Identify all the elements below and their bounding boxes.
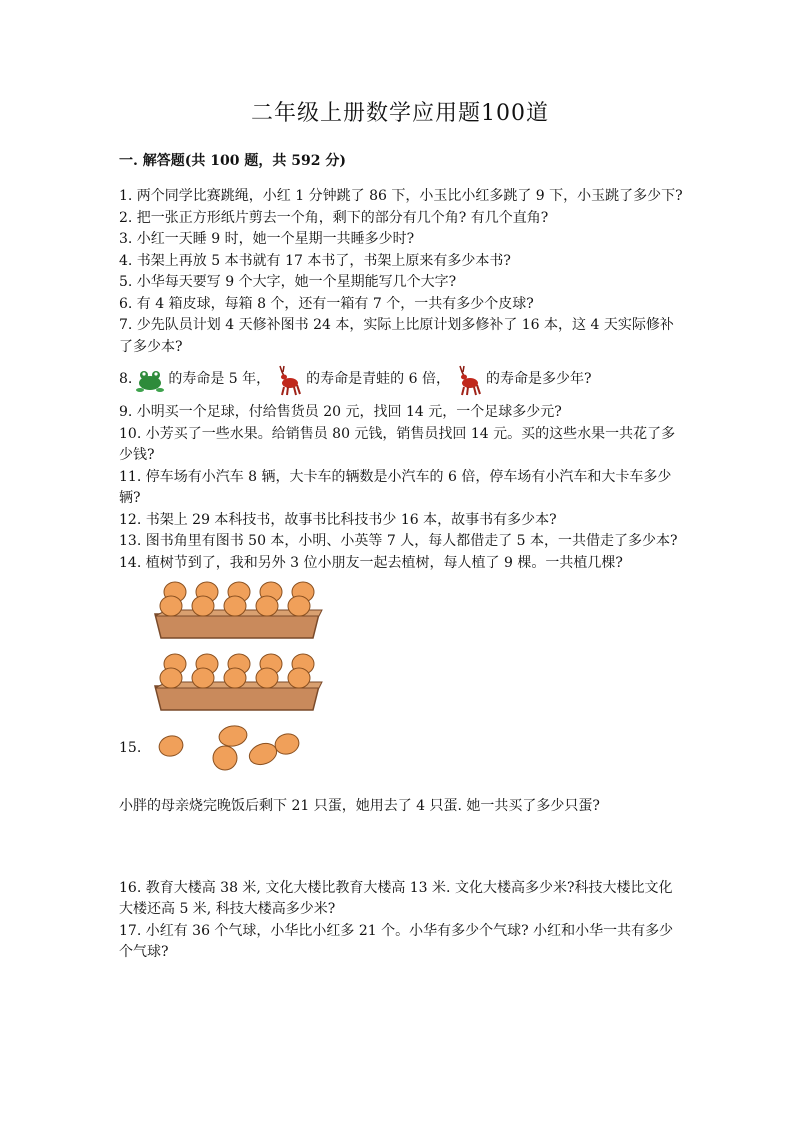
question-6: 6. 有 4 箱皮球，每箱 8 个，还有一箱有 7 个，一共有多少个皮球? [119, 295, 534, 312]
question-8 [119, 358, 684, 402]
question-15 [119, 724, 684, 774]
question-8-part3: 的寿命是多少年? [485, 371, 592, 388]
question-4: 4. 书架上再放 5 本书就有 17 本书了，书架上原来有多少本书? [119, 252, 511, 269]
question-15-text: 小胖的母亲烧完晚饭后剩下 21 只蛋，她用去了 4 只蛋. 她一共买了多少只蛋? [119, 798, 600, 814]
question-8-part1: 的寿命是 5 年， [168, 371, 271, 388]
question-12: 12. 书架上 29 本科技书，故事书比科技书少 16 本，故事书有多少本? [119, 511, 557, 528]
question-14: 14. 植树节到了，我和另外 3 位小朋友一起去植树，每人植了 9 棵。一共植几棵? [119, 554, 623, 571]
question-list [119, 186, 684, 964]
question-10: 10. 小芳买了一些水果。给销售员 80 元钱，销售员找回 14 元。买的这些水果一共花了多少钱? [119, 425, 676, 463]
egg-tray-image [147, 580, 327, 642]
answer-space [119, 818, 684, 878]
question-8-number: 8. [119, 371, 133, 388]
question-17: 17. 小红有 36 个气球，小华比小红多 21 个。小华有多少个气球? 小红和小华一共有多少个气球? [119, 922, 674, 960]
question-11: 11. 停车场有小汽车 8 辆，大卡车的辆数是小汽车的 6 倍，停车场有小汽车和大卡车多少辆? [119, 468, 672, 506]
question-13: 13. 图书角里有图书 50 本，小明、小英等 7 人，每人都借走了 5 本，一共借走了多少本? [119, 533, 678, 549]
egg-tray-image [147, 652, 327, 714]
deer-icon [452, 364, 484, 396]
page-title: 二年级上册数学应用题100道 [251, 101, 549, 126]
question-16: 16. 教育大楼高 38 米, 文化大楼比教育大楼高 13 米. 文化大楼高多少米?科技大楼比文化大楼还高 5 米, 科技大楼高多少米? [119, 879, 673, 917]
question-5: 5. 小华每天要写 9 个大字，她一个星期能写几个大字? [119, 274, 457, 290]
loose-eggs-image [151, 724, 301, 774]
question-15-number: 15. [119, 740, 142, 757]
frog-icon [134, 364, 166, 396]
question-3: 3. 小红一天睡 9 时，她一个星期一共睡多少时? [119, 231, 415, 247]
deer-icon [272, 364, 304, 396]
question-9: 9. 小明买一个足球，付给售货员 20 元，找回 14 元，一个足球多少元? [119, 404, 562, 420]
question-2: 2. 把一张正方形纸片剪去一个角，剩下的部分有几个角? 有几个直角? [119, 209, 549, 226]
section-heading: 一. 解答题(共 100 题，共 592 分) [119, 153, 346, 169]
question-7: 7. 少先队员计划 4 天修补图书 24 本，实际上比原计划多修补了 16 本，这 4 天实际修补了多少本? [119, 317, 674, 355]
question-1: 1. 两个同学比赛跳绳，小红 1 分钟跳了 86 下，小玉比小红多跳了 9 下，小玉跳了多少下? [119, 188, 683, 204]
egg-tray-group [147, 580, 684, 714]
question-8-part2: 的寿命是青蛙的 6 倍， [306, 371, 450, 388]
